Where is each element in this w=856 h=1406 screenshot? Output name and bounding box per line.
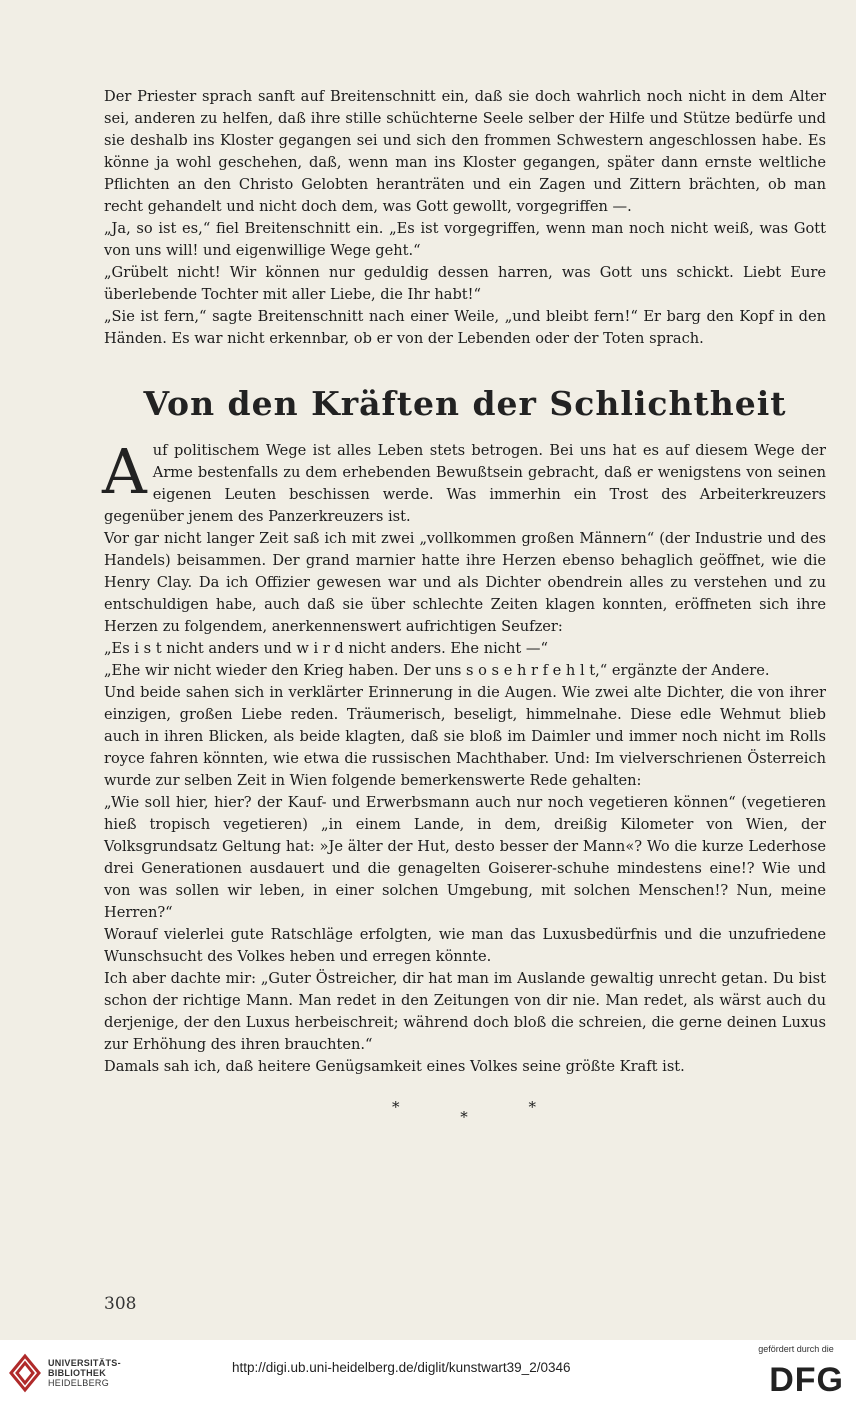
paragraph: „Wie soll hier, hier? der Kauf- und Erwerbsmann auch nur noch vegetieren können“ (vegetieren hieß tropisch vegetieren) „in einem Lande, in dem, dreißig Kilometer von Wien, der Volksgrundsatz Geltung hat: »Je älter der Hut, desto besser der Mann«? Wo die kurze Lederhose drei Generationen ausdauert und die genagelten Goiserer-schuhe mindestens eine!? Wie und von was sollen wir leben, in einer solchen Umgebung, mit solchen Menschen!? Nun, meine Herren?“ <box>104 794 826 921</box>
paragraph: Der Priester sprach sanft auf Breitenschnitt ein, daß sie doch wahrlich noch nicht in dem Alter sei, anderen zu helfen, daß ihre stille schüchterne Seele selber der Hilfe und Stütze bedürfe und sie deshalb ins Kloster gegangen sei und sich den frommen Schwestern angeschlossen habe. Es könne ja wohl geschehen, daß, wenn man ins Kloster gegangen, später dann ernste weltliche Pflichten an den Christo Gelobten heranträten und ein Zagen und Zittern brächten, ob man recht gehandelt und nicht doch dem, was Gott gewollt, vorgegriffen —. <box>104 88 826 215</box>
paragraph: „Es i s t nicht anders und w i r d nicht anders. Ehe nicht —“ <box>104 640 548 657</box>
paragraph: Worauf vielerlei gute Ratschläge erfolgten, wie man das Luxusbedürfnis und die unzufriedene Wunschsucht des Volkes heben und erregen könnte. <box>104 926 826 965</box>
separator-star: * <box>528 1098 539 1116</box>
separator-star: * <box>391 1098 402 1116</box>
source-url-link[interactable]: http://digi.ub.uni-heidelberg.de/diglit/kunstwart39_2/0346 <box>232 1360 571 1375</box>
section-heading: Von den Kräften der Schlichtheit <box>143 384 787 423</box>
paragraph: „Grübelt nicht! Wir können nur geduldig dessen harren, was Gott uns schickt. Liebt Eure überlebende Tochter mit aller Liebe, die Ihr habt!“ <box>104 264 826 303</box>
university-library-name: UNIVERSITÄTS- BIBLIOTHEK HEIDELBERG <box>48 1358 121 1388</box>
university-library-logo-icon <box>8 1350 42 1396</box>
page-number: 308 <box>104 1294 137 1314</box>
paragraph: „Ja, so ist es,“ fiel Breitenschnitt ein. „Es ist vorgegriffen, wenn man noch nicht weiß, was Gott von uns will! und eigenwillige Wege geht.“ <box>104 220 826 259</box>
paragraph: „Ehe wir nicht wieder den Krieg haben. Der uns s o s e h r f e h l t,“ ergänzte der Andere. <box>104 662 770 679</box>
paragraph: Damals sah ich, daß heitere Genügsamkeit eines Volkes seine größte Kraft ist. <box>104 1058 685 1075</box>
first-paragraph <box>102 435 826 528</box>
paragraph: Ich aber dachte mir: „Guter Östreicher, dir hat man im Auslande gewaltig unrecht getan. Du bist schon der richtige Mann. Man redet in den Zeitungen von dir nie. Man redet, als wärst auch du derjenige, der den Luxus herbeischreit; während doch bloß die schreien, die gerne deinen Luxus zur Erhöhung des ihren brauchten.“ <box>104 970 826 1053</box>
dfg-logo: DFG <box>769 1361 844 1399</box>
paragraph: „Sie ist fern,“ sagte Breitenschnitt nach einer Weile, „und bleibt fern!“ Er barg den Kopf in den Händen. Es war nicht erkennbar, ob er von der Lebenden oder der Toten sprach. <box>104 308 826 347</box>
body-text <box>102 86 826 1126</box>
paragraph: Und beide sahen sich in verklärter Erinnerung in die Augen. Wie zwei alte Dichter, die von ihrer einzigen, großen Liebe reden. Träumerisch, beseligt, himmelnahe. Diese edle Wehmut blieb auch in ihren Blicken, als beide klagten, daß sie bloß im Daimler und immer noch nicht im Rolls royce fahren könnten, wie etwa die russischen Machthaber. Und: Im vielverschrienen Österreich wurde zur selben Zeit in Wien folgende bemerkenswerte Rede gehalten: <box>104 684 826 789</box>
first-paragraph-text: uf politischem Wege ist alles Leben stets betrogen. Bei uns hat es auf diesem Wege der Arme bestenfalls zu dem erhebenden Bewußtsein gebracht, daß er wenigstens von seinen eigenen Leuten beschissen werde. Was immerhin ein Trost des Arbeiterkreuzers gegenüber jenem des Panzerkreuzers ist. <box>104 442 826 525</box>
funded-by-label: gefördert durch die <box>758 1344 834 1354</box>
section-separator <box>104 1096 826 1126</box>
drop-cap: A <box>102 435 147 508</box>
footer-bar <box>0 1340 856 1406</box>
separator-star: * <box>460 1108 470 1126</box>
paragraph: Vor gar nicht langer Zeit saß ich mit zwei „vollkommen großen Männern“ (der Industrie und des Handels) beisammen. Der grand marnier hatte ihre Herzen ebenso behaglich geöffnet, wie die Henry Clay. Da ich Offizier gewesen war und als Dichter obendrein alles zu verstehen und zu entschuldigen habe, auch daß sie über schlechte Zeiten klagen konnten, eröffneten sich ihre Herzen zu folgendem, anerkennenswert aufrichtigen Seufzer: <box>104 530 826 635</box>
